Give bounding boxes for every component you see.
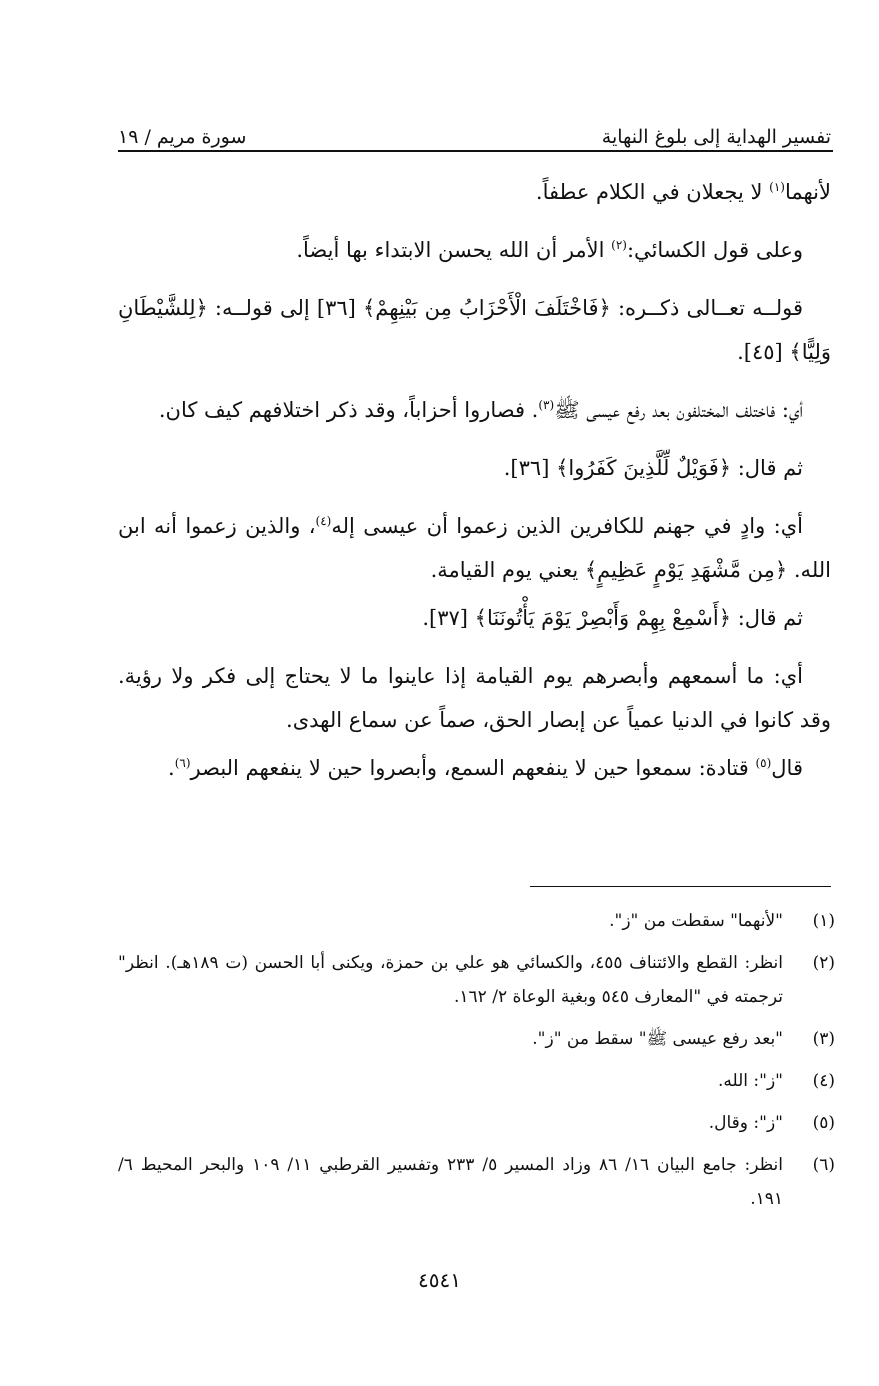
footnote-marker-2: (٢): [611, 238, 627, 252]
p6-rest: يعني يوم القيامة.: [430, 558, 585, 582]
paragraph-8: أي: ما أسمعهم وأبصرهم يوم القيامة إذا عاينوا ما لا يحتاج إلى فكر ولا رؤية. وقد كانوا في الدنيا عمياً عن إبصار الحق، صماً عن سماع الهدى.: [118, 664, 831, 732]
footnote-4: [118, 1064, 835, 1098]
footnote-1: [118, 904, 835, 938]
page-number: ٤٥٤١: [418, 1268, 461, 1292]
p6-mid: ، والذين زعموا أنه ابن الله.: [118, 514, 831, 582]
paragraph-3: [118, 286, 831, 374]
footnote-number: (٦): [812, 1155, 835, 1175]
p2-rest: الأمر أن الله يحسن الابتداء بها أيضاً.: [296, 238, 612, 262]
paragraph-1: [118, 170, 831, 214]
paragraph-6: [118, 504, 831, 592]
quran-verse-5: ﴿أَسْمِعْ بِهِمْ وَأَبْصِرْ يَوْمَ يَأْتُونَنَا﴾: [474, 606, 732, 630]
p3-mid: إلى قولــه:: [207, 296, 310, 320]
header-book-title: تفسير الهداية إلى بلوغ النهاية: [601, 126, 831, 148]
footnote-marker-1: (١): [769, 180, 785, 194]
p1-text: لأنهما: [784, 180, 831, 204]
paragraph-7: [118, 596, 831, 640]
p1-rest: لا يجعلان في الكلام عطفاً.: [535, 180, 770, 204]
paragraph-4: [118, 388, 831, 432]
footnote-text: "ز": وقال.: [708, 1113, 783, 1133]
running-header: [118, 110, 831, 148]
footnote-number: (٣): [812, 1029, 835, 1049]
footnote-text: "ز": الله.: [717, 1071, 783, 1091]
header-divider: [118, 150, 833, 152]
verse-ref-2: [٤٥].: [737, 340, 790, 364]
footnote-5: [118, 1106, 835, 1140]
footnote-text: "بعد رفع عيسى ﷺ" سقط من "ز".: [532, 1029, 783, 1049]
footnote-6: [118, 1148, 835, 1216]
main-text: [118, 170, 831, 804]
paragraph-9: [118, 746, 831, 790]
p9-text: قال: [771, 756, 803, 780]
p4-rest: . فصاروا أحزاباً، وقد ذكر اختلافهم كيف كان.: [158, 398, 539, 422]
verse-ref-5: [٣٧].: [422, 606, 475, 630]
footnote-marker-4: (٤): [315, 514, 332, 528]
p5-intro: ثم قال:: [731, 456, 803, 480]
footnote-number: (٥): [812, 1113, 835, 1133]
p9-rest: .: [168, 756, 175, 780]
quran-verse-1: ﴿فَاخْتَلَفَ الْأَحْزَابُ مِن بَيْنِهِمْ﴾: [362, 296, 611, 320]
quran-verse-2: ﴿لِلشَّيْطَانِ وَلِيًّا﴾: [118, 296, 831, 364]
quran-verse-3: ﴿فَوَيْلٌ لِّلَّذِينَ كَفَرُوا﴾: [556, 456, 732, 480]
footnotes: [118, 904, 835, 1224]
footnote-text: انظر: القطع والائتناف ٤٥٥، والكسائي هو علي بن حمزة، ويكنى أبا الحسن (ت ١٨٩هـ). انظر" ترجمته في "المعارف ٥٤٥ وبغية الوعاة ٢/ ١٦٢.: [118, 953, 783, 1007]
footnote-marker-3: (٣): [538, 398, 555, 412]
footnote-marker-6: (٦): [174, 756, 191, 770]
footnote-number: (١): [812, 911, 835, 931]
footnote-text: "لأنهما" سقطت من "ز".: [609, 911, 783, 931]
footnote-marker-5: (٥): [755, 756, 772, 770]
paragraph-5: [118, 446, 831, 490]
footnote-divider: [530, 886, 831, 887]
verse-ref-1: [٣٦]: [309, 296, 363, 320]
p3-intro: قولــه تعــالى ذكــره:: [610, 296, 804, 320]
footnote-3: [118, 1022, 835, 1056]
verse-ref-3: [٣٦].: [503, 456, 557, 480]
footnote-2: [118, 946, 835, 1014]
p2-text: وعلى قول الكسائي:: [626, 238, 803, 262]
footnote-text: انظر: جامع البيان ١٦/ ٨٦ وزاد المسير ٥/ ٢٣٣ وتفسير القرطبي ١١/ ١٠٩ والبحر المحيط ٦/ ١٩١.: [118, 1155, 784, 1209]
footnote-number: (٤): [812, 1071, 835, 1091]
p7-intro: ثم قال:: [731, 606, 803, 630]
header-surah-title: سورة مريم / ١٩: [118, 126, 247, 148]
p4-text: أي: فاختلف المختلفون بعد رفع عيسى ﷺ: [554, 398, 803, 422]
quran-verse-4: ﴿مِن مَّشْهَدِ يَوْمٍ عَظِيمٍ﴾: [584, 558, 788, 582]
footnote-number: (٢): [812, 953, 835, 973]
p9-mid: قتادة: سمعوا حين لا ينفعهم السمع، وأبصروا حين لا ينفعهم البصر: [190, 756, 756, 780]
p6-text: أي: وادٍ في جهنم للكافرين الذين زعموا أن عيسى إله: [331, 514, 803, 538]
paragraph-2: [118, 228, 831, 272]
